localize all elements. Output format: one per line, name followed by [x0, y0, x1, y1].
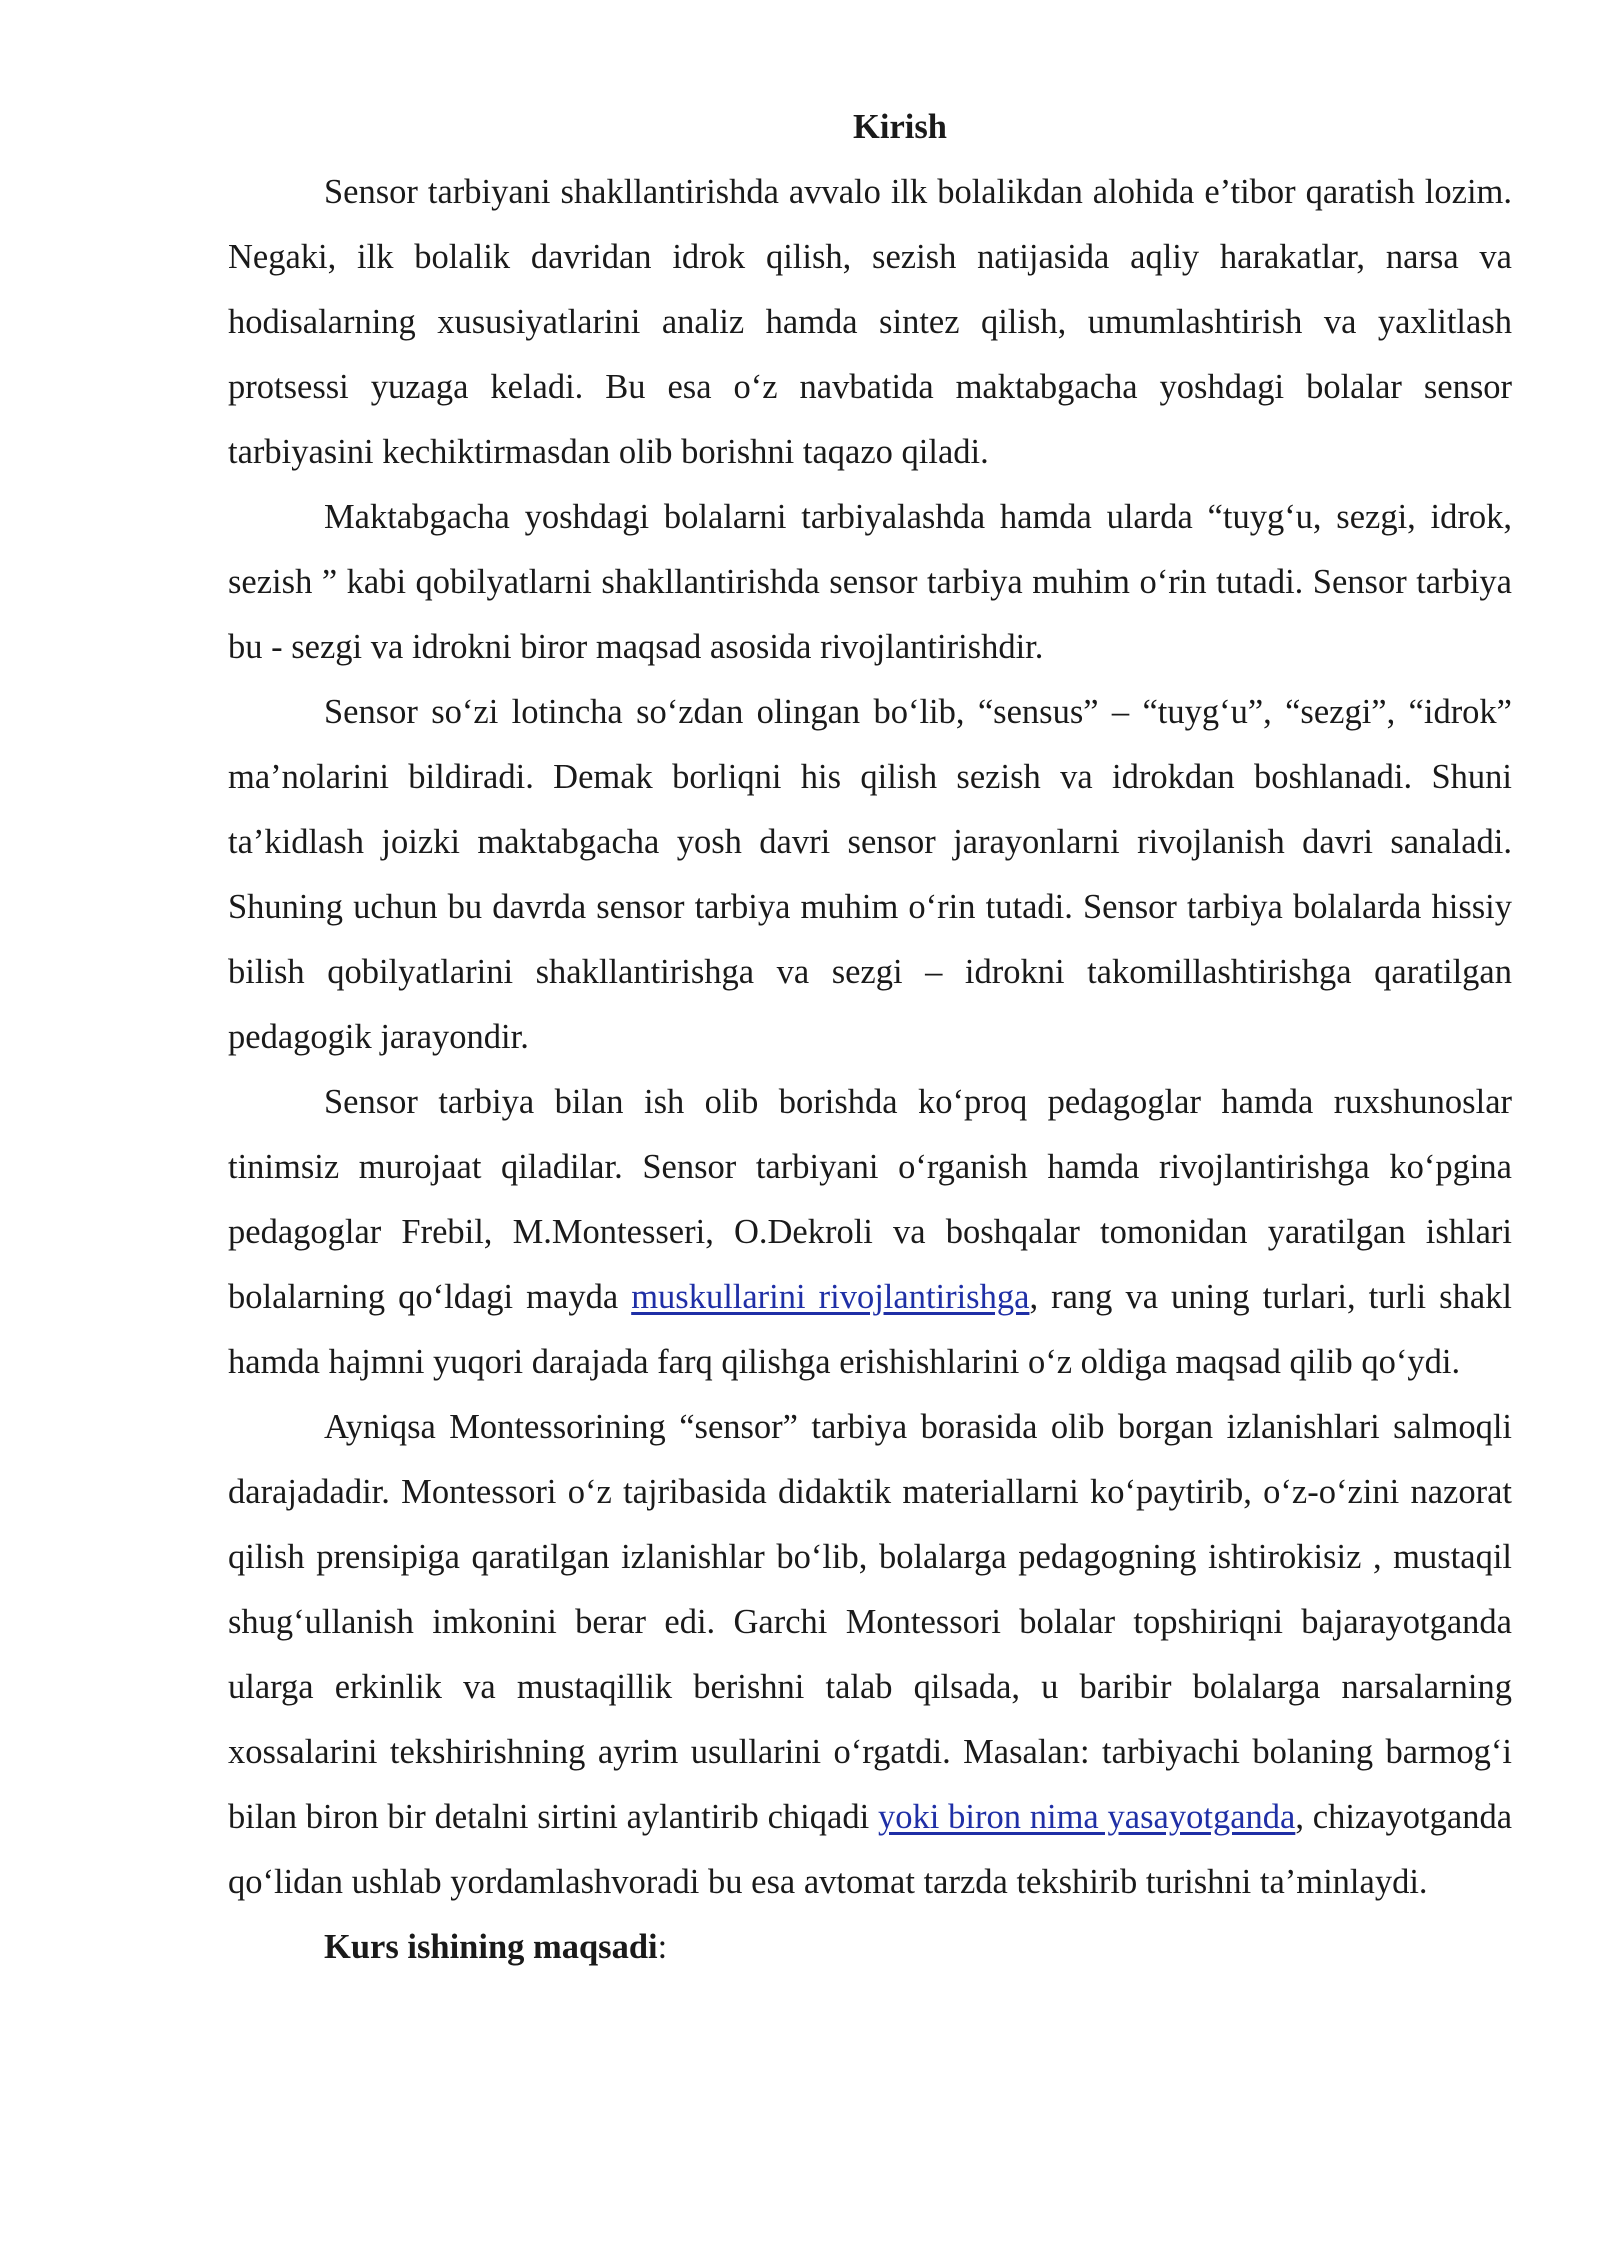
paragraph-5-text-before: Ayniqsa Montessorining “sensor” tarbiya borasida olib borgan izlanishlari salmoqli darajadadir. Montessori o‘z tajribasida didaktik materiallarni ko‘paytirib, o‘z-o‘zini nazorat qilish prensipiga qaratilgan izlanishlar bo‘lib, bolalarga pedagogning ishtirokisiz , mustaqil shug‘ullanish imkonini berar edi. Garchi Montessori bolalar topshiriqni bajarayotganda ularga erkinlik va mustaqillik berishni talab qilsada, u baribir bolalarga narsalarning xossalarini tekshirishning ayrim usullarini o‘rgatdi. Masalan: tarbiyachi bolaning barmog‘i bilan biron bir detalni sirtini aylantirib chiqadi — [228, 1408, 1512, 1836]
page-title: Kirish — [853, 108, 947, 146]
paragraph-5-text-after: , chizayotganda qo‘lidan ushlab yordamlashvoradi bu esa avtomat tarzda tekshirib turishni ta’minlaydi. — [228, 1798, 1513, 1901]
subheading-suffix: : — [657, 1928, 668, 1966]
subheading-label: Kurs ishining maqsadi — [324, 1928, 658, 1966]
paragraph-5 — [228, 1395, 1512, 1915]
paragraph-4-text-before: Sensor tarbiya bilan ish olib borishda ko‘proq pedagoglar hamda ruxshunoslar tinimsiz murojaat qiladilar. Sensor tarbiyani o‘rganish hamda rivojlantirishga ko‘pgina pedagoglar Frebil, M.Montesseri, O.Dekroli va boshqalar tomonidan yaratilgan ishlari bolalarning qo‘ldagi mayda — [228, 1083, 1512, 1316]
paragraph-4 — [228, 1070, 1512, 1395]
document-body — [228, 95, 1512, 1980]
link-muskullarini-rivojlantirishga[interactable]: muskullarini rivojlantirishga — [631, 1278, 1030, 1316]
paragraph-1: Sensor tarbiyani shakllantirishda avvalo ilk bolalikdan alohida e’tibor qaratish lozim. Negaki, ilk bolalik davridan idrok qilish, sezish natijasida aqliy harakatlar, narsa va hodisalarning xususiyatlarini analiz hamda sintez qilish, umumlashtirish va yaxlitlash protsessi yuzaga keladi. Bu esa o‘z navbatida maktabgacha yoshdagi bolalar sensor tarbiyasini kechiktirmasdan olib borishni taqazo qiladi. — [228, 173, 1512, 471]
link-yoki-biron-nima-yasayotganda[interactable]: yoki biron nima yasayotganda — [877, 1798, 1296, 1836]
paragraph-4-text-after: , rang va uning turlari, turli shakl hamda hajmni yuqori darajada farq qilishga erishishlarini o‘z oldiga maqsad qilib qo‘ydi. — [228, 1278, 1512, 1381]
paragraph-2: Maktabgacha yoshdagi bolalarni tarbiyalashda hamda ularda “tuyg‘u, sezgi, idrok, sezish ” kabi qobilyatlarni shakllantirishda sensor tarbiya muhim o‘rin tutadi. Sensor tarbiya bu - sezgi va idrokni biror maqsad asosida rivojlantirishdir. — [228, 498, 1512, 666]
section-subheading — [228, 1915, 1512, 1980]
paragraph-3: Sensor so‘zi lotincha so‘zdan olingan bo‘lib, “sensus” – “tuyg‘u”, “sezgi”, “idrok” ma’nolarini bildiradi. Demak borliqni his qilish sezish va idrokdan boshlanadi. Shuni ta’kidlash joizki maktabgacha yosh davri sensor jarayonlarni rivojlanish davri sanaladi. Shuning uchun bu davrda sensor tarbiya muhim o‘rin tutadi. Sensor tarbiya bolalarda hissiy bilish qobilyatlarini shakllantirishga va sezgi – idrokni takomillashtirishga qaratilgan pedagogik jarayondir. — [228, 693, 1512, 1056]
